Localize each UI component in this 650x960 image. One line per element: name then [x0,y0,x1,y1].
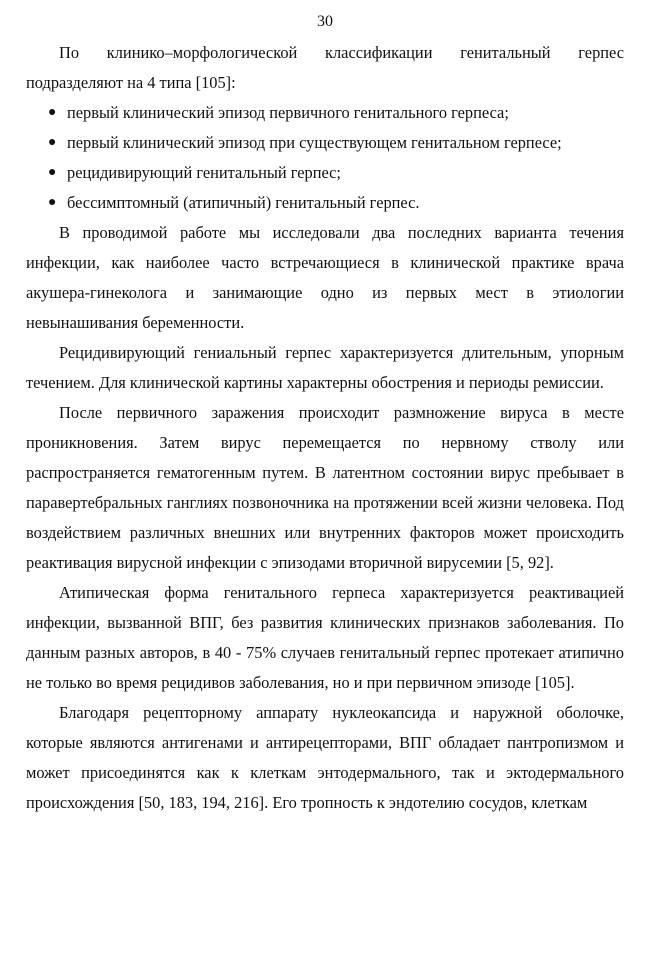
page-body [26,38,624,818]
bullet-dot-icon: ● [48,195,57,210]
body-paragraph: Рецидивирующий гениальный герпес характеризуется длительным, упорным течением. Для клинической картины характерны обострения и периоды ремиссии. [26,343,624,392]
body-paragraph: После первичного заражения происходит размножение вируса в месте проникновения. Затем вирус перемещается по нервному стволу или распространяется гематогенным путем. В латентном состоянии вирус пребывает в паравертебральных ганглиях позвоночника на протяжении всей жизни человека. Под воздействием различных внешних или внутренних факторов может происходить реактивация вирусной инфекции с эпизодами вторичной вирусемии [5, 92]. [26,403,624,572]
bullet-dot-icon: ● [48,135,57,150]
list-item-text: первый клинический эпизод при существующем генитальном герпесе; [67,133,562,152]
list-item-text: рецидивирующий генитальный герпес; [67,163,341,182]
body-paragraph: Благодаря рецепторному аппарату нуклеокапсида и наружной оболочке, которые являются антигенами и антирецепторами, ВПГ обладает пантропизмом и может присоединятся как к клеткам энтодермального, так и эктодермального происхождения [50, 183, 194, 216]. Его тропность к эндотелию сосудов, клеткам [26,703,624,812]
body-paragraph: В проводимой работе мы исследовали два последних варианта течения инфекции, как наиболее часто встречающиеся в клинической практике врача акушера-гинеколога и занимающие одно из первых мест в этиологии невынашивания беременности. [26,223,624,332]
list-item-text: первый клинический эпизод первичного генитального герпеса; [67,103,509,122]
herpes-types-list [26,98,624,218]
list-item [26,98,624,128]
list-item [26,188,624,218]
page-number: 30 [317,13,333,30]
body-paragraph: Атипическая форма генитального герпеса характеризуется реактивацией инфекции, вызванной ВПГ, без развития клинических признаков заболевания. По данным разных авторов, в 40 - 75% случаев генитальный герпес протекает атипично не только во время рецидивов заболевания, но и при первичном эпизоде [105]. [26,583,624,692]
bullet-dot-icon: ● [48,105,57,120]
list-item [26,128,624,158]
intro-paragraph: По клинико–морфологической классификации генитальный герпес подразделяют на 4 типа [105]: [26,43,624,92]
bullet-dot-icon: ● [48,165,57,180]
list-item [26,158,624,188]
list-item-text: бессимптомный (атипичный) генитальный герпес. [67,193,420,212]
